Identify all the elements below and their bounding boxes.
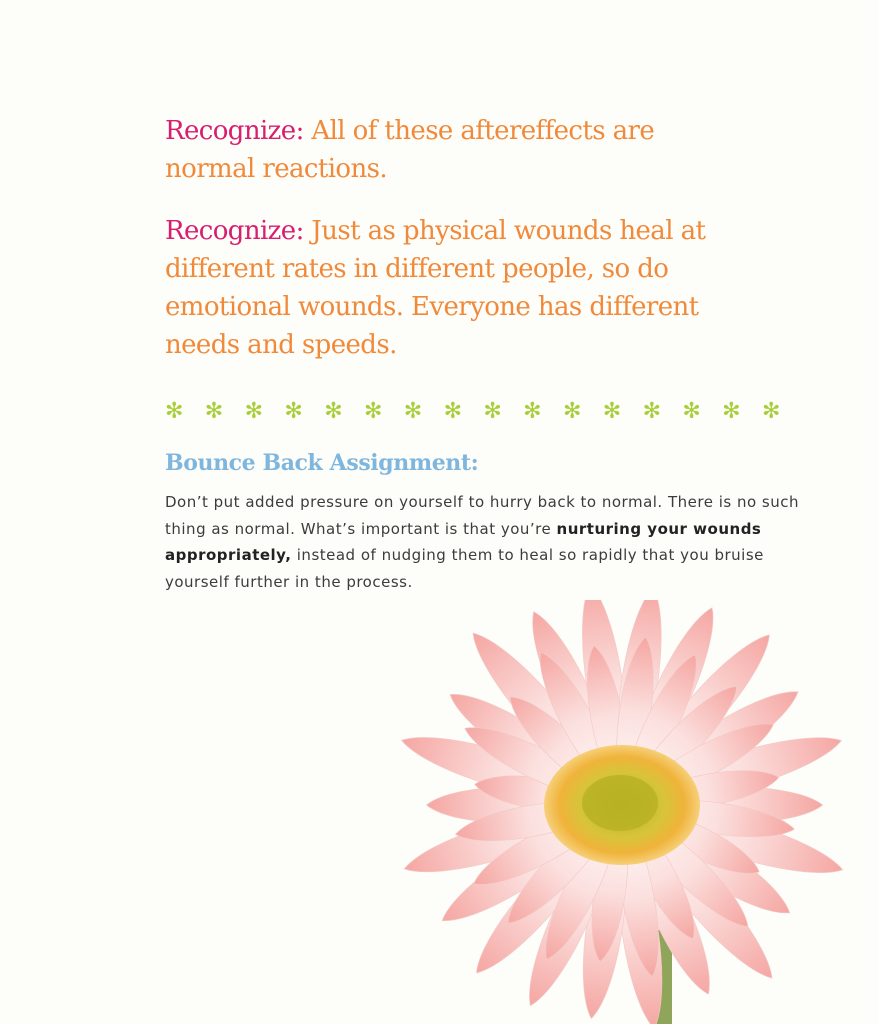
asterisk-glyph: ✻ [642,399,661,424]
asterisk-glyph: ✻ [682,399,701,424]
assignment-text-part: instead of nudging them to heal so rapidly that you bruise yourself further in the process. [165,546,764,591]
asterisk-glyph: ✻ [204,399,224,424]
recognize-text: Just as physical wounds heal at different rates in different people, so do emotional wounds. Everyone has different needs and speeds. [165,216,706,360]
assignment-text-emphasis: nurturing your wounds appropriately, [165,519,762,564]
asterisk-glyph: ✻ [363,399,383,424]
recognize-text: All of these aftereffects are normal reactions. [165,116,655,184]
asterisk-glyph: ✻ [602,399,622,424]
asterisk-glyph: ✻ [562,399,582,424]
asterisk-glyph: ✻ [165,399,184,424]
pink-gerbera-daisy-illustration [370,600,870,1024]
asterisk-divider [165,398,802,426]
asterisk-glyph: ✻ [284,399,303,424]
asterisk-glyph: ✻ [761,399,781,424]
asterisk-glyph: ✻ [244,399,264,424]
recognize-label: Recognize: [165,116,304,146]
assignment-title: Bounce Back Assignment: [165,450,479,476]
recognize-paragraph-1 [165,112,725,188]
asterisk-glyph: ✻ [483,399,502,424]
asterisk-glyph: ✻ [722,399,741,424]
assignment-text [165,489,805,595]
assignment-text-part: Don’t put added pressure on yourself to hurry back to normal. There is no such thing as normal. What’s important is that you’re [165,493,799,538]
asterisk-glyph: ✻ [324,399,343,424]
asterisk-glyph: ✻ [403,399,423,424]
recognize-paragraph-2 [165,212,725,364]
asterisk-glyph: ✻ [523,399,542,424]
recognize-label: Recognize: [165,216,304,246]
asterisk-glyph: ✻ [443,399,463,424]
